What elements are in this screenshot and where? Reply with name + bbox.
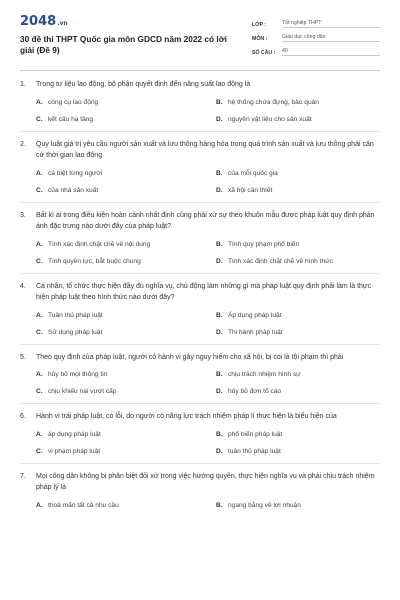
question-text: Cá nhân, tổ chức thực hiện đầy đủ nghĩa vụ, chủ động làm những gì mà pháp luật quy định phải làm là thực hiện pháp luật theo hình thức nào dưới đây? bbox=[36, 282, 372, 301]
question-stem bbox=[20, 281, 380, 304]
answer-option[interactable] bbox=[216, 501, 396, 511]
option-letter: A. bbox=[36, 371, 43, 378]
logo-suffix: .vn bbox=[57, 20, 68, 27]
answer-options bbox=[20, 370, 380, 397]
option-text: hệ thống chứa đựng, bảo quản bbox=[228, 98, 319, 106]
question-text: Theo quy định của pháp luật, người có hành vi gây nguy hiểm cho xã hội, bị coi là tội phạm thì phải bbox=[36, 353, 344, 361]
option-text: chịu trách nhiệm hình sự bbox=[228, 371, 301, 378]
question-item bbox=[20, 273, 380, 344]
option-text: Thi hành pháp luật bbox=[228, 328, 283, 336]
answer-option[interactable] bbox=[216, 447, 396, 457]
question-number: 7. bbox=[20, 472, 26, 480]
option-letter: D. bbox=[216, 388, 223, 395]
meta-label: SỐ CÂU : bbox=[252, 50, 276, 56]
option-letter: B. bbox=[216, 371, 223, 378]
option-text: của mỗi quốc gia bbox=[228, 169, 278, 177]
option-letter: C. bbox=[36, 447, 43, 455]
answer-option[interactable] bbox=[36, 115, 216, 125]
option-letter: A. bbox=[36, 169, 43, 177]
question-stem bbox=[20, 352, 380, 364]
option-text: hủy bỏ mọi thông tin bbox=[48, 371, 108, 378]
option-letter: B. bbox=[216, 501, 223, 509]
option-letter: B. bbox=[216, 430, 223, 438]
answer-option[interactable] bbox=[36, 257, 216, 267]
option-letter: A. bbox=[36, 240, 43, 248]
document-header bbox=[20, 14, 380, 64]
meta-value: Tốt nghiệp THPT bbox=[282, 20, 380, 28]
option-letter: C. bbox=[36, 115, 43, 123]
meta-value: Giáo dục công dân bbox=[282, 34, 380, 42]
question-list bbox=[20, 79, 380, 517]
answer-option[interactable] bbox=[36, 328, 216, 338]
answer-options bbox=[20, 98, 380, 125]
option-text: thoả mãn tất cả nhu cầu bbox=[48, 501, 119, 509]
question-item bbox=[20, 463, 380, 517]
meta-row bbox=[252, 14, 380, 28]
option-letter: C. bbox=[36, 388, 43, 395]
question-text: Hành vi trái pháp luật, có lỗi, do người có năng lực trách nhiệm pháp lí thực hiện là biểu hiện của bbox=[36, 413, 337, 420]
option-text: xã hội cần thiết bbox=[228, 186, 273, 194]
option-text: áp dụng pháp luật bbox=[48, 430, 101, 438]
option-text: Áp dụng pháp luật bbox=[228, 311, 282, 319]
answer-options bbox=[20, 501, 380, 511]
option-letter: D. bbox=[216, 257, 223, 265]
answer-option[interactable] bbox=[36, 186, 216, 196]
answer-option[interactable] bbox=[216, 169, 396, 179]
option-letter: D. bbox=[216, 447, 223, 455]
option-letter: D. bbox=[216, 186, 223, 194]
option-letter: B. bbox=[216, 311, 223, 319]
document-meta bbox=[252, 14, 380, 56]
meta-label: LỚP : bbox=[252, 22, 267, 28]
answer-options bbox=[20, 169, 380, 196]
question-text: Mọi công dân không bị phân biệt đối xử trong việc hưởng quyền, thực hiện nghĩa vụ và phải chịu trách nhiệm pháp lý là bbox=[36, 472, 375, 491]
option-letter: A. bbox=[36, 430, 43, 438]
logo-text: 2048 bbox=[20, 14, 57, 29]
question-text: Trong tư liệu lao động, bộ phận quyết định đến năng suất lao động là bbox=[36, 81, 251, 88]
meta-row bbox=[252, 42, 380, 56]
question-stem bbox=[20, 471, 380, 494]
question-stem bbox=[20, 210, 380, 233]
option-text: nguyên vật liệu cho sản xuất bbox=[228, 115, 312, 123]
answer-option[interactable] bbox=[36, 98, 216, 108]
question-item bbox=[20, 79, 380, 131]
option-letter: D. bbox=[216, 328, 223, 336]
option-letter: A. bbox=[36, 501, 43, 509]
option-text: Tính quy phạm phổ biến bbox=[228, 240, 300, 248]
meta-value: 40 bbox=[282, 48, 380, 56]
answer-option[interactable] bbox=[216, 98, 396, 108]
answer-options bbox=[20, 240, 380, 267]
answer-option[interactable] bbox=[36, 387, 216, 397]
option-text: tuân thủ pháp luật bbox=[228, 447, 281, 455]
document-title: 30 đề thi THPT Quốc gia môn GDCD năm 2022 có lời giải (Đề 9) bbox=[20, 34, 227, 55]
option-text: cá biệt từng người bbox=[48, 169, 103, 177]
option-text: Tính xác định chặt chẽ về hình thức bbox=[228, 257, 333, 265]
option-text: công cụ lao động bbox=[48, 98, 99, 106]
header-divider bbox=[20, 70, 380, 71]
question-item bbox=[20, 403, 380, 463]
option-text: Tuân thủ pháp luật bbox=[48, 311, 103, 319]
question-number: 2. bbox=[20, 140, 26, 148]
option-letter: A. bbox=[36, 311, 43, 319]
option-text: phổ biến pháp luật bbox=[228, 430, 283, 438]
question-item bbox=[20, 202, 380, 273]
option-letter: C. bbox=[36, 328, 43, 336]
answer-option[interactable] bbox=[36, 501, 216, 511]
answer-option[interactable] bbox=[36, 169, 216, 179]
question-text: Quy luật giá trị yêu cầu người sản xuất và lưu thông hàng hóa trong quá trình sản xuất và lưu thông phải căn cứ thời gian lao động bbox=[36, 140, 374, 159]
question-text: Bất kì ai trong điều kiện hoàn cảnh nhất định cũng phải xử sự theo khuôn mẫu được pháp luật quy định phản ánh đặc trưng nào dưới đây của pháp luật? bbox=[36, 211, 375, 230]
answer-option[interactable] bbox=[216, 387, 396, 397]
option-text: hủy bỏ đơn tố cáo bbox=[228, 388, 282, 395]
answer-option[interactable] bbox=[216, 186, 396, 196]
question-number: 5. bbox=[20, 353, 26, 361]
option-text: của nhà sản xuất bbox=[48, 186, 99, 194]
option-text: Tính quyền lực, bắt buộc chung bbox=[48, 257, 141, 265]
question-item bbox=[20, 344, 380, 404]
question-stem bbox=[20, 411, 380, 423]
option-letter: C. bbox=[36, 257, 43, 265]
site-logo[interactable] bbox=[20, 14, 68, 29]
answer-option[interactable] bbox=[36, 370, 216, 380]
option-text: chịu khiếu nại vượt cấp bbox=[48, 388, 117, 395]
option-text: kết cấu hạ tầng bbox=[48, 115, 94, 123]
question-stem bbox=[20, 79, 380, 91]
option-text: Tính xác định chặt chẽ về nội dung bbox=[48, 240, 151, 248]
question-stem bbox=[20, 139, 380, 162]
answer-option[interactable] bbox=[216, 370, 396, 380]
option-text: vi phạm pháp luật bbox=[48, 447, 101, 455]
question-number: 3. bbox=[20, 211, 26, 219]
answer-option[interactable] bbox=[216, 115, 396, 125]
question-number: 1. bbox=[20, 81, 26, 88]
answer-options bbox=[20, 430, 380, 457]
meta-row bbox=[252, 28, 380, 42]
option-letter: B. bbox=[216, 240, 223, 248]
option-letter: D. bbox=[216, 115, 223, 123]
option-letter: B. bbox=[216, 98, 223, 106]
question-item bbox=[20, 131, 380, 202]
option-text: Sử dụng pháp luật bbox=[48, 328, 103, 336]
answer-option[interactable] bbox=[216, 430, 396, 440]
answer-option[interactable] bbox=[36, 447, 216, 457]
answer-option[interactable] bbox=[36, 311, 216, 321]
option-text: ngang bằng về lợi nhuận bbox=[228, 501, 301, 509]
answer-option[interactable] bbox=[216, 311, 396, 321]
answer-options bbox=[20, 311, 380, 338]
answer-option[interactable] bbox=[216, 328, 396, 338]
question-number: 4. bbox=[20, 282, 26, 290]
option-letter: C. bbox=[36, 186, 43, 194]
option-letter: A. bbox=[36, 98, 43, 106]
meta-label: MÔN : bbox=[252, 36, 268, 42]
answer-option[interactable] bbox=[216, 240, 396, 250]
option-letter: B. bbox=[216, 169, 223, 177]
answer-option[interactable] bbox=[36, 240, 216, 250]
answer-option[interactable] bbox=[36, 430, 216, 440]
question-number: 6. bbox=[20, 413, 26, 420]
answer-option[interactable] bbox=[216, 257, 396, 267]
